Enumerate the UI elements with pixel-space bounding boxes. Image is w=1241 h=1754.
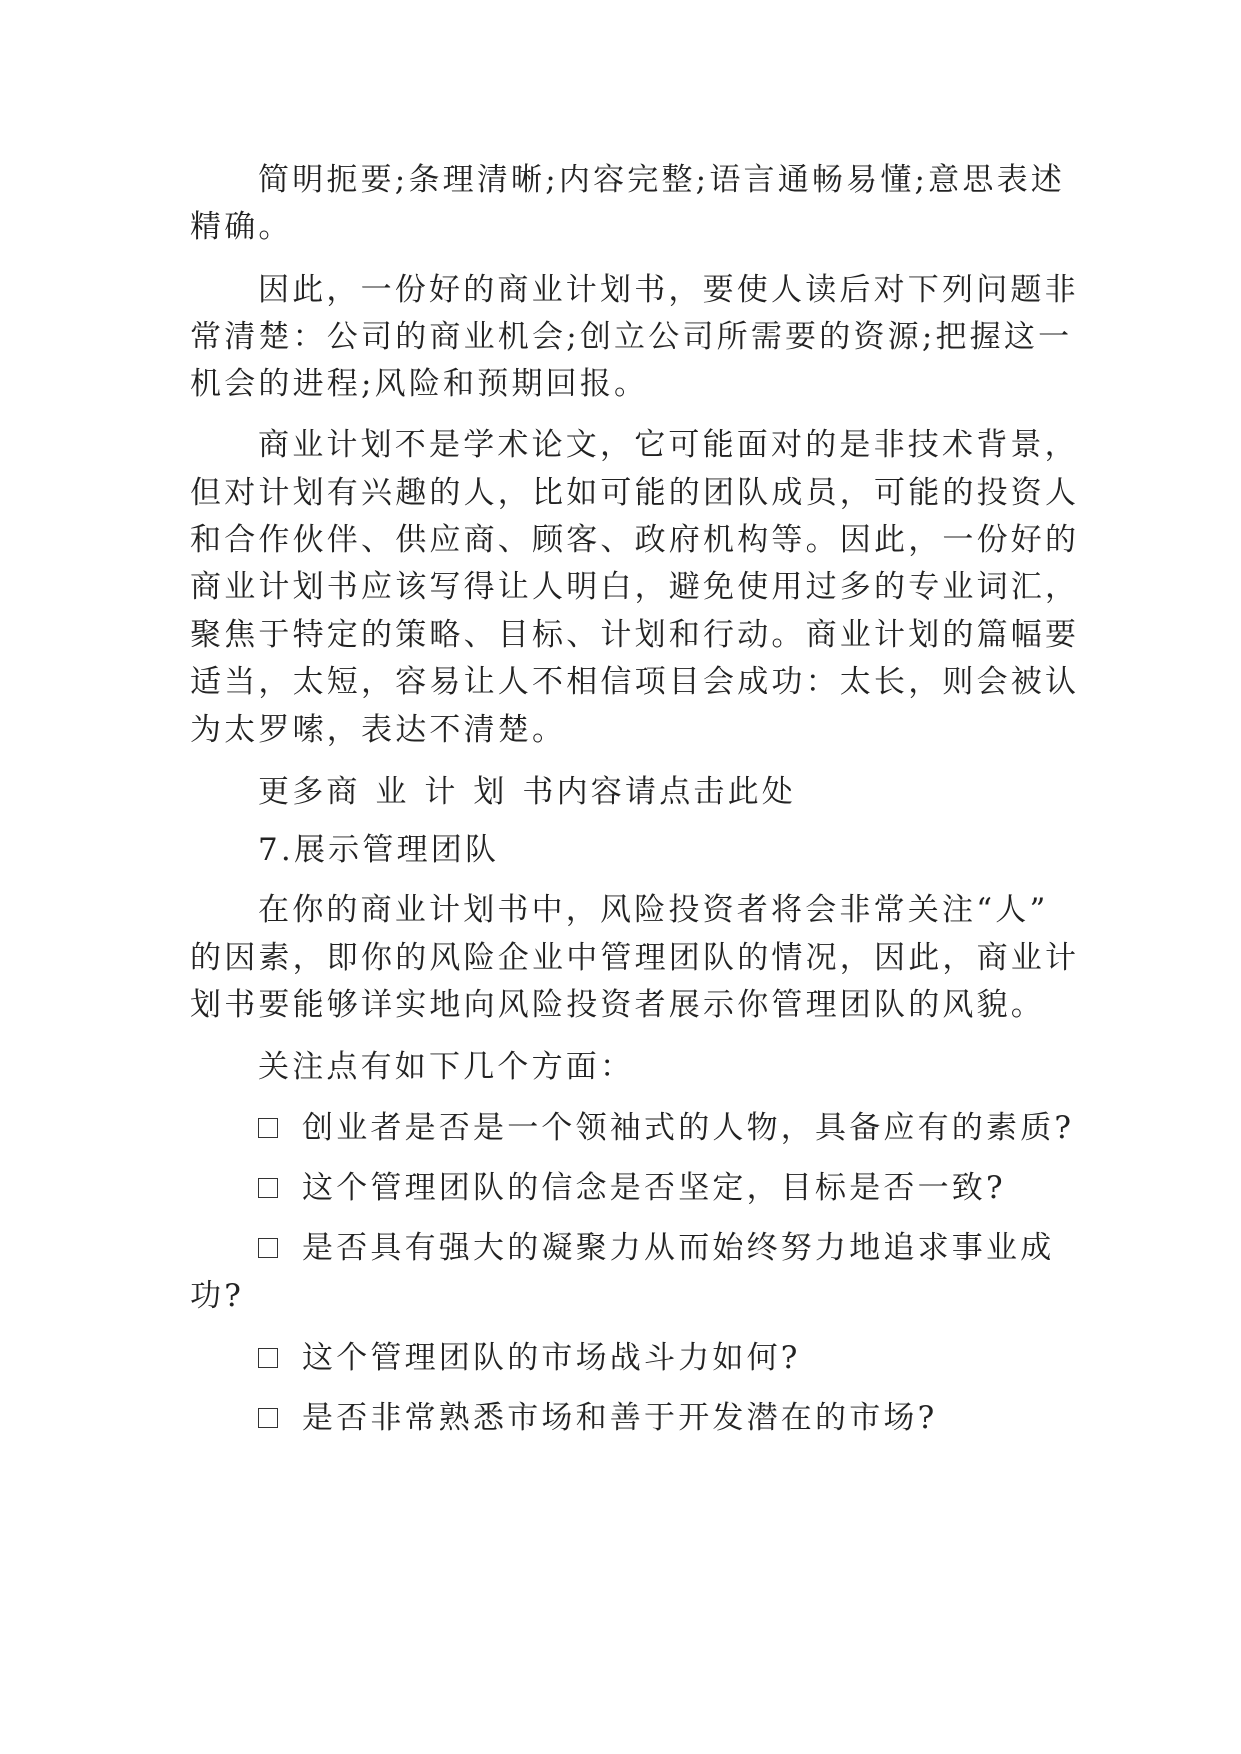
paragraph-line: 常清楚：公司的商业机会;创立公司所需要的资源;把握这一 <box>190 319 1073 355</box>
paragraph-line: 精确。 <box>190 209 293 245</box>
list-item-text: 这个管理团队的信念是否坚定，目标是否一致? <box>302 1170 1006 1206</box>
list-item-text: 是否非常熟悉市场和善于开发潜在的市场? <box>302 1400 938 1436</box>
section-heading: 7.展示管理团队 <box>258 832 500 868</box>
list-item <box>258 1228 1054 1268</box>
more-link-prefix: 更多 <box>258 774 327 810</box>
list-item-text: 创业者是否是一个领袖式的人物，具备应有的素质? <box>302 1110 1075 1146</box>
more-link-word: 划 <box>473 774 523 810</box>
checkbox-square-icon <box>258 1118 278 1138</box>
paragraph-line: 和合作伙伴、供应商、顾客、政府机构等。因此，一份好的 <box>190 522 1080 558</box>
paragraph-line: 聚焦于特定的策略、目标、计划和行动。商业计划的篇幅要 <box>190 617 1080 653</box>
paragraph-line: 为太罗嗦，表达不清楚。 <box>190 712 567 748</box>
paragraph-line: 商业计划不是学术论文，它可能面对的是非技术背景， <box>258 427 1079 463</box>
more-link-suffix: 内容请点击此处 <box>556 774 797 810</box>
more-link[interactable] <box>258 772 796 812</box>
checkbox-square-icon <box>258 1408 278 1428</box>
paragraph-line: 适当，太短，容易让人不相信项目会成功：太长，则会被认 <box>190 664 1080 700</box>
checkbox-square-icon <box>258 1348 278 1368</box>
paragraph-line: 的因素，即你的风险企业中管理团队的情况，因此，商业计 <box>190 940 1080 976</box>
list-item <box>258 1168 1006 1208</box>
list-item-text: 这个管理团队的市场战斗力如何? <box>302 1340 801 1376</box>
more-link-word: 商 <box>326 774 376 810</box>
list-item-continuation: 功? <box>190 1278 245 1314</box>
paragraph-line: 商业计划书应该写得让人明白，避免使用过多的专业词汇， <box>190 569 1080 605</box>
list-item <box>258 1338 801 1378</box>
paragraph-line: 在你的商业计划书中，风险投资者将会非常关注“人” <box>258 892 1049 928</box>
checkbox-square-icon <box>258 1238 278 1258</box>
paragraph-line: 简明扼要;条理清晰;内容完整;语言通畅易懂;意思表述 <box>258 162 1065 198</box>
paragraph-line: 但对计划有兴趣的人，比如可能的团队成员，可能的投资人 <box>190 475 1080 511</box>
paragraph-line: 因此，一份好的商业计划书，要使人读后对下列问题非 <box>258 272 1079 308</box>
list-item-text: 是否具有强大的凝聚力从而始终努力地追求事业成 <box>302 1230 1055 1266</box>
paragraph-line: 关注点有如下几个方面： <box>258 1049 635 1085</box>
more-link-word: 计 <box>424 774 474 810</box>
paragraph-line: 划书要能够详实地向风险投资者展示你管理团队的风貌。 <box>190 987 1045 1023</box>
more-link-word: 业 <box>375 774 425 810</box>
list-item <box>258 1108 1074 1148</box>
checkbox-square-icon <box>258 1178 278 1198</box>
paragraph-line: 机会的进程;风险和预期回报。 <box>190 366 649 402</box>
list-item <box>258 1398 937 1438</box>
more-link-word: 书 <box>522 774 557 810</box>
